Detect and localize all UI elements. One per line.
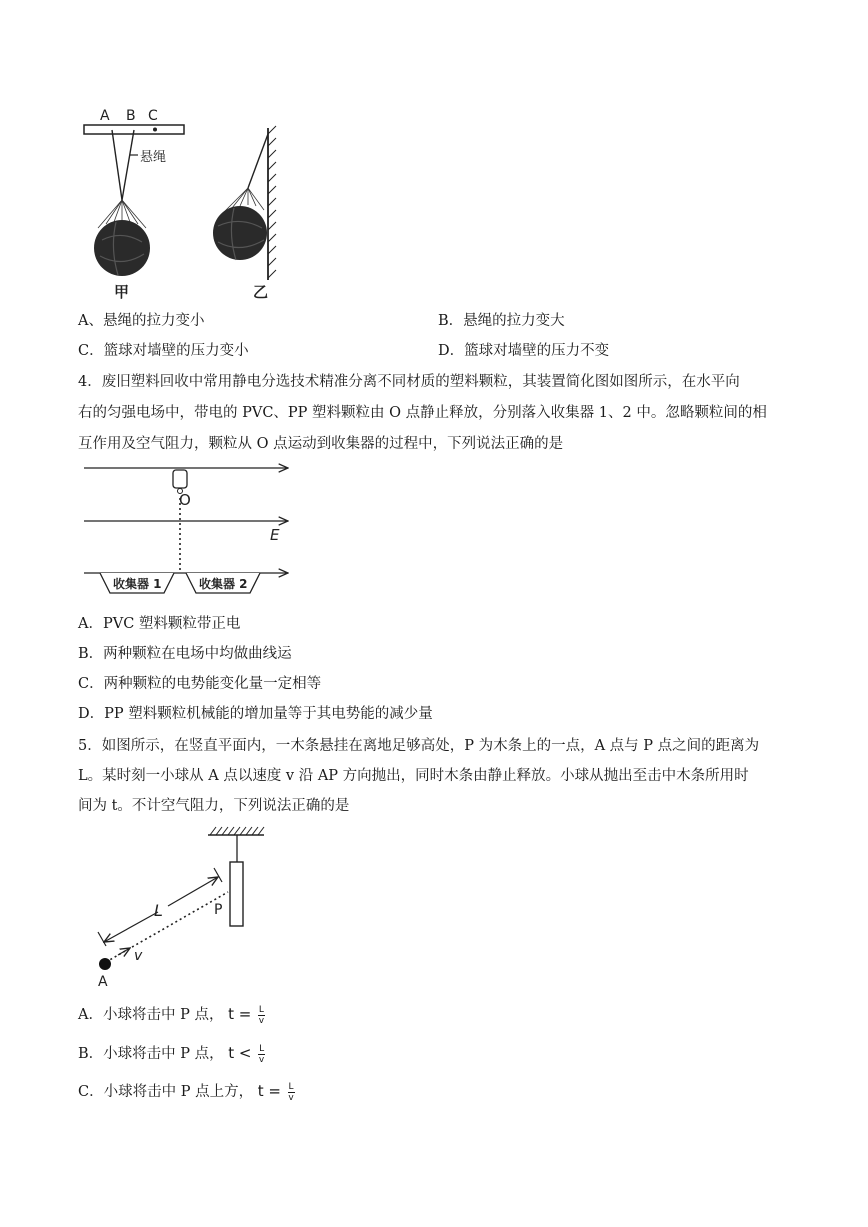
q5-stem-line-2: L。某时刻一小球从 A 点以速度 v 沿 AP 方向抛出，同时木条由静止释放。小球从抛出至击中木条所用时 (78, 768, 749, 784)
label-b: B (126, 108, 136, 124)
q5-option-a (78, 1004, 265, 1026)
q5-option-c-formula: t = (257, 1082, 281, 1100)
velocity-arrow (118, 948, 130, 955)
fraction-numerator: L (259, 1043, 265, 1054)
q5-option-c (78, 1081, 295, 1103)
fraction-numerator: L (288, 1081, 294, 1092)
q5-option-b (78, 1043, 265, 1065)
figure-basketball-hanging (78, 100, 308, 305)
fraction-numerator: L (258, 1004, 264, 1015)
ball-a (99, 958, 111, 970)
q5-option-b-fraction (258, 1044, 265, 1065)
q5-option-a-fraction (258, 1005, 265, 1026)
q5-option-c-text: C．小球将击中 P 点上方， (78, 1084, 254, 1100)
fraction-denominator: v (288, 1092, 294, 1103)
q4-stem-line-2: 右的匀强电场中，带电的 PVC、PP 塑料颗粒由 O 点静止释放，分别落入收集器 1、2 中。忽略颗粒间的相 (78, 405, 767, 421)
fraction-denominator: v (258, 1054, 265, 1065)
q3-option-b: B．悬绳的拉力变大 (438, 313, 565, 329)
fraction-denominator: v (258, 1015, 265, 1026)
caption-yi: 乙 (253, 283, 269, 301)
q3-option-c: C．篮球对墙壁的压力变小 (78, 343, 249, 359)
q5-stem-line-1: 5．如图所示，在竖直平面内，一木条悬挂在离地足够高处，P 为木条上的一点，A 点与 P 点之间的距离为 (78, 738, 760, 754)
label-a: A (100, 108, 110, 124)
q5-stem-line-3: 间为 t。不计空气阻力，下列说法正确的是 (78, 798, 350, 814)
collector-1-label: 收集器 1 (113, 577, 162, 591)
q4-stem-line-3: 互作用及空气阻力，颗粒从 O 点运动到收集器的过程中，下列说法正确的是 (78, 436, 564, 452)
point-o-label: O (179, 491, 191, 509)
q5-option-a-formula: t = (228, 1005, 252, 1023)
q4-stem-line-1: 4．废旧塑料回收中常用静电分选技术精准分离不同材质的塑料颗粒，其装置简化图如图所示，在水平向 (78, 374, 740, 390)
label-p: P (214, 902, 223, 918)
label-l: L (154, 901, 163, 920)
q5-option-a-text: A．小球将击中 P 点， (78, 1007, 224, 1023)
basketball-right (213, 206, 267, 260)
q4-option-a: A．PVC 塑料颗粒带正电 (78, 616, 241, 632)
hopper (173, 470, 187, 488)
label-a-point: A (98, 974, 108, 990)
q5-option-c-fraction (288, 1082, 295, 1103)
basketball-left (94, 220, 150, 276)
figure-electrostatic-separator (78, 458, 298, 598)
point-c-dot (153, 128, 157, 132)
wooden-stick (230, 862, 243, 926)
rope-label: 悬绳 (140, 150, 167, 165)
q5-option-b-text: B．小球将击中 P 点， (78, 1046, 224, 1062)
caption-jia: 甲 (114, 283, 130, 301)
field-e-label: E (270, 526, 280, 544)
q3-option-a: A、悬绳的拉力变小 (78, 313, 205, 329)
q5-option-b-formula: t < (228, 1044, 252, 1062)
label-c: C (148, 108, 158, 124)
collector-2-label: 收集器 2 (199, 577, 248, 591)
q4-option-c: C．两种颗粒的电势能变化量一定相等 (78, 676, 322, 692)
figure-projectile-stick (78, 822, 278, 992)
q3-option-d: D．篮球对墙壁的压力不变 (438, 343, 610, 359)
label-v: v (134, 948, 143, 964)
q4-option-b: B．两种颗粒在电场中均做曲线运 (78, 646, 292, 662)
q4-option-d: D．PP 塑料颗粒机械能的增加量等于其电势能的减少量 (78, 706, 433, 722)
